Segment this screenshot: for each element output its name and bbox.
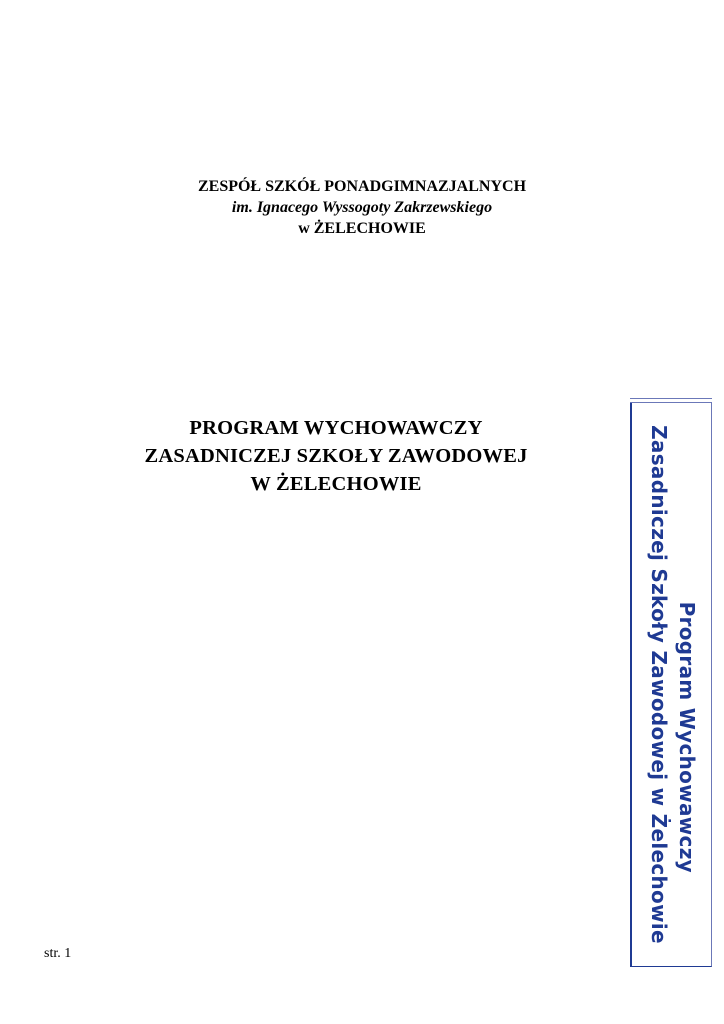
spine-label-box [630, 402, 712, 967]
page-number: str. 1 [44, 946, 72, 961]
school-complex-name: ZESPÓŁ SZKÓŁ PONADGIMNAZJALNYCH [197, 178, 527, 195]
spine-line-1: Program Wychowawczy [675, 601, 699, 873]
title-line-3: W ŻELECHOWIE [250, 473, 422, 495]
spine-line-2: Zasadniczej Szkoły Zawodowej w Żelechowie [647, 425, 671, 944]
spine-label [632, 402, 714, 967]
school-location: w ŻELECHOWIE [298, 220, 426, 237]
title-line-1: PROGRAM WYCHOWAWCZY [189, 417, 483, 439]
school-patron: im. Ignacego Wyssogoty Zakrzewskiego [231, 199, 493, 216]
school-header [0, 176, 724, 239]
document-title [0, 414, 672, 498]
title-line-2: ZASADNICZEJ SZKOŁY ZAWODOWEJ [144, 445, 528, 467]
